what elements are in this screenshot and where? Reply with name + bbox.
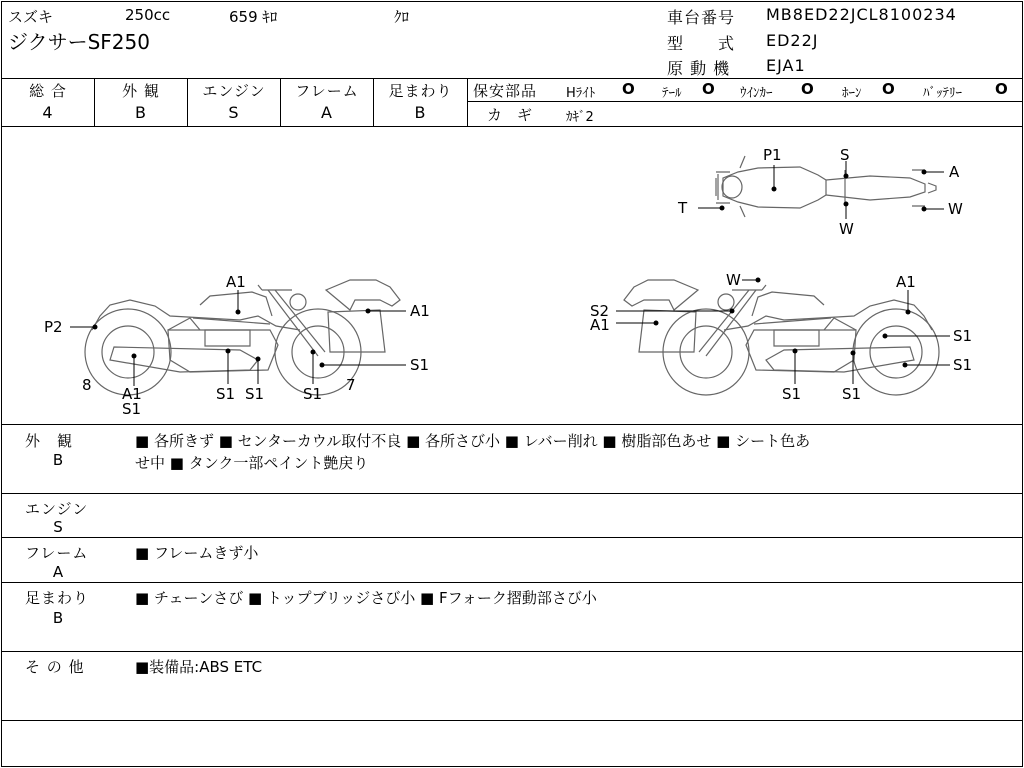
- suspension-grade-label: 足まわり: [388, 82, 453, 100]
- suspension-grade: B: [414, 103, 427, 122]
- frame-no: MB8ED22JCL8100234: [766, 5, 957, 24]
- safety-headlight-mark: O: [622, 80, 635, 98]
- diagram-dots: [93, 170, 927, 368]
- safety-taillight-label: ﾃｰﾙ: [662, 86, 682, 101]
- safety-horn-mark: O: [882, 80, 895, 98]
- frame-no-label: 車台番号: [667, 8, 736, 27]
- label-right-s1-r2: S1: [953, 356, 973, 374]
- note-suspension-text: ■ チェーンさび ■ トップブリッジさび小 ■ Fフォーク摺動部さび小: [135, 589, 597, 607]
- label-left-a1-bottom: A1: [122, 385, 142, 403]
- label-top-w-right: W: [948, 200, 963, 218]
- model-name: ジクサーSF250: [8, 30, 150, 54]
- engine-grade-label: エンジン: [202, 82, 266, 100]
- overall-grade: 4: [42, 103, 54, 122]
- note-suspension-label: 足まわり: [25, 589, 90, 607]
- label-top-w-bottom: W: [839, 220, 854, 238]
- label-left-s1-a: S1: [216, 385, 236, 403]
- label-top-t: T: [678, 199, 688, 217]
- label-right-s1-b1: S1: [782, 385, 802, 403]
- safety-winker-mark: O: [801, 80, 814, 98]
- label-right-s2: S2: [590, 302, 610, 320]
- note-engine-label: エンジン: [25, 500, 89, 518]
- diagram-leaders: [70, 161, 950, 386]
- top-view-bike: [716, 156, 936, 217]
- safety-battery-mark: O: [995, 80, 1008, 98]
- rule-notes-3: [1, 582, 1022, 583]
- rule-header-bottom: [1, 78, 1022, 79]
- safety-headlight-label: Hﾗｲﾄ: [566, 86, 596, 101]
- label-left-a1-top: A1: [226, 273, 246, 291]
- safety-title: 保安部品: [473, 82, 538, 100]
- displacement: 250cc: [125, 6, 171, 24]
- safety-taillight-mark: O: [702, 80, 715, 98]
- frame-grade-label: フレーム: [295, 82, 359, 100]
- note-frame-label: フレーム: [25, 544, 89, 562]
- note-exterior-text-1: ■ 各所きず ■ センターカウル取付不良 ■ 各所さび小 ■ レバー削れ ■ 樹脂部色あせ ■ シート色あ: [135, 432, 811, 450]
- label-right-a1-top: A1: [896, 273, 916, 291]
- label-top-s: S: [840, 146, 850, 164]
- note-other-label: そ の 他: [25, 658, 85, 676]
- label-left-s1-b: S1: [245, 385, 265, 403]
- note-exterior-text-2: せ中 ■ タンク一部ペイント艶戻り: [135, 454, 369, 472]
- note-frame-grade: A: [52, 563, 64, 581]
- maker: スズキ: [8, 8, 54, 26]
- engine-value: EJA1: [766, 56, 806, 75]
- note-suspension-grade: B: [52, 609, 64, 627]
- note-engine-grade: S: [53, 518, 63, 536]
- label-left-7: 7: [346, 376, 356, 394]
- note-exterior-grade: B: [52, 451, 64, 469]
- key-value: ｶｷﾞ2: [566, 110, 594, 125]
- safety-winker-label: ｳｲﾝｶｰ: [740, 86, 773, 101]
- safety-battery-label: ﾊﾞｯﾃﾘｰ: [923, 86, 962, 101]
- rule-notes-4: [1, 651, 1022, 652]
- rule-notes-5: [1, 720, 1022, 721]
- frame-grade: A: [321, 103, 333, 122]
- engine-label: 原 動 機: [667, 59, 731, 78]
- label-left-s1-c: S1: [303, 385, 323, 403]
- label-left-p2: P2: [44, 318, 63, 336]
- key-label: カ ギ: [487, 106, 533, 124]
- label-right-w: W: [726, 271, 741, 289]
- rule-notes-1: [1, 493, 1022, 494]
- label-left-a1-box: A1: [410, 302, 430, 320]
- damage-diagram: [0, 127, 1024, 427]
- rule-grades-mid: [467, 101, 1022, 102]
- label-left-8: 8: [82, 376, 92, 394]
- note-exterior-label: 外 観: [25, 432, 74, 450]
- label-right-a1-box: A1: [590, 316, 610, 334]
- safety-horn-label: ﾎｰﾝ: [842, 86, 862, 101]
- overall-grade-label: 総 合: [29, 82, 67, 100]
- right-side-bike: [624, 280, 939, 395]
- mileage: 659 ｷﾛ: [229, 8, 278, 26]
- rule-notes-2: [1, 537, 1022, 538]
- type-label: 型 式: [667, 34, 736, 53]
- type-value: ED22J: [766, 31, 819, 50]
- exterior-grade: B: [135, 103, 147, 122]
- label-top-a: A: [949, 163, 960, 181]
- rule-grade-col-5: [467, 78, 468, 126]
- note-frame-text: ■ フレームきず小: [135, 544, 259, 562]
- engine-grade: S: [228, 103, 240, 122]
- label-left-s1-under: S1: [122, 400, 142, 418]
- label-right-s1-r1: S1: [953, 327, 973, 345]
- exterior-grade-label: 外 観: [122, 82, 160, 100]
- label-top-p1: P1: [763, 146, 782, 164]
- note-other-text: ■装備品:ABS ETC: [135, 658, 263, 676]
- label-left-s1-right: S1: [410, 356, 430, 374]
- color: ｸﾛ: [394, 8, 410, 26]
- label-right-s1-b2: S1: [842, 385, 862, 403]
